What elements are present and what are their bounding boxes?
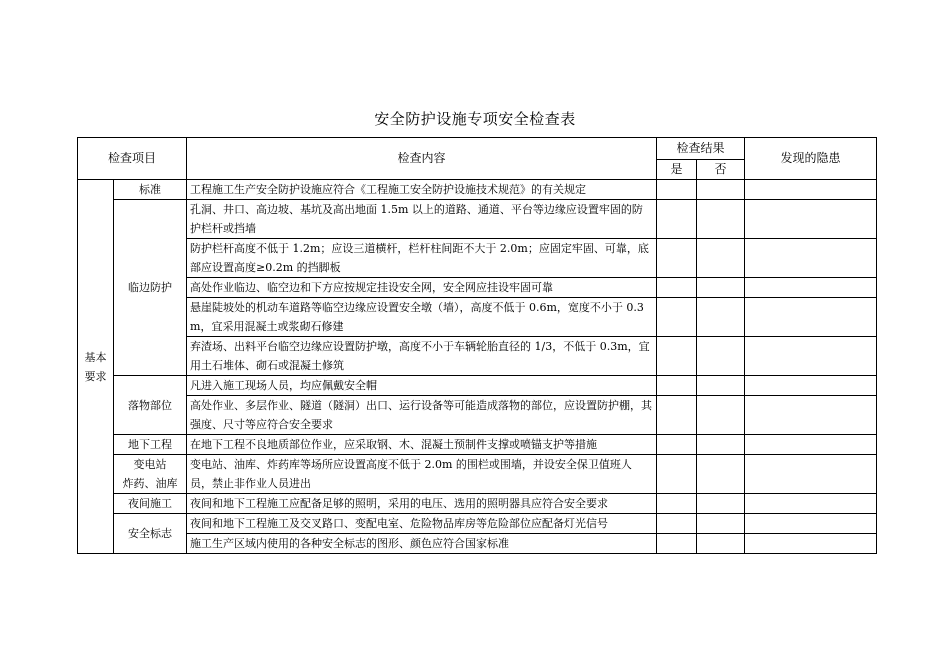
table-row [78, 376, 877, 396]
table-row [78, 455, 877, 494]
section-label-substation-line2: 炸药、油库 [122, 477, 178, 490]
table-row [78, 337, 877, 376]
check-content: 夜间和地下工程施工及交叉路口、变配电室、危险物品库房等危险部位应配备灯光信号 [187, 514, 657, 534]
yes-check-cell[interactable] [657, 376, 697, 396]
hazard-cell[interactable] [745, 435, 877, 455]
no-check-cell[interactable] [697, 534, 745, 554]
hazard-cell[interactable] [745, 200, 877, 239]
hazard-cell[interactable] [745, 396, 877, 435]
group-label-line1: 基本 [84, 350, 107, 364]
group-cell [78, 180, 114, 554]
section-label-underground: 地下工程 [114, 435, 187, 455]
yes-check-cell[interactable] [657, 337, 697, 376]
header-no: 否 [697, 160, 745, 180]
no-check-cell[interactable] [697, 455, 745, 494]
no-check-cell[interactable] [697, 396, 745, 435]
section-label-signs: 安全标志 [114, 514, 187, 554]
yes-check-cell[interactable] [657, 494, 697, 514]
yes-check-cell[interactable] [657, 435, 697, 455]
no-check-cell[interactable] [697, 337, 745, 376]
header-yes: 是 [657, 160, 697, 180]
check-content: 高处作业临边、临空边和下方应按规定挂设安全网，安全网应挂设牢固可靠 [187, 278, 657, 298]
yes-check-cell[interactable] [657, 455, 697, 494]
no-check-cell[interactable] [697, 200, 745, 239]
check-content: 弃渣场、出料平台临空边缘应设置防护墩，高度不小于车辆轮胎直径的 1/3，不低于 0.3m，宜用土石堆体、砌石或混凝土修筑 [187, 337, 657, 376]
check-content: 变电站、油库、炸药库等场所应设置高度不低于 2.0m 的围栏或围墙，并设安全保卫值班人员，禁止非作业人员进出 [187, 455, 657, 494]
yes-check-cell[interactable] [657, 278, 697, 298]
yes-check-cell[interactable] [657, 396, 697, 435]
no-check-cell[interactable] [697, 239, 745, 278]
hazard-cell[interactable] [745, 534, 877, 554]
no-check-cell[interactable] [697, 298, 745, 337]
page-title: 安全防护设施专项安全检查表 [374, 110, 576, 128]
header-content: 检查内容 [187, 138, 657, 180]
check-content: 夜间和地下工程施工应配备足够的照明，采用的电压、选用的照明器具应符合安全要求 [187, 494, 657, 514]
hazard-cell[interactable] [745, 239, 877, 278]
hazard-cell[interactable] [745, 180, 877, 200]
check-content: 施工生产区域内使用的各种安全标志的图形、颜色应符合国家标准 [187, 534, 657, 554]
yes-check-cell[interactable] [657, 200, 697, 239]
table-row [78, 239, 877, 278]
no-check-cell[interactable] [697, 376, 745, 396]
table-row [78, 494, 877, 514]
table-row [78, 298, 877, 337]
section-label-falling: 落物部位 [114, 376, 187, 435]
check-content: 在地下工程不良地质部位作业，应采取钢、木、混凝土预制件支撑或喷锚支护等措施 [187, 435, 657, 455]
check-content: 悬崖陡坡处的机动车道路等临空边缘应设置安全墩（墙），高度不低于 0.6m，宽度不小于 0.3m，宜采用混凝土或浆砌石修建 [187, 298, 657, 337]
header-row [78, 138, 877, 160]
check-content: 凡进入施工现场人员，均应佩戴安全帽 [187, 376, 657, 396]
no-check-cell[interactable] [697, 494, 745, 514]
header-hazard: 发现的隐患 [745, 138, 877, 180]
table-row [78, 396, 877, 435]
section-label-standard: 标准 [114, 180, 187, 200]
no-check-cell[interactable] [697, 278, 745, 298]
yes-check-cell[interactable] [657, 534, 697, 554]
section-label-night: 夜间施工 [114, 494, 187, 514]
table-row [78, 180, 877, 200]
no-check-cell[interactable] [697, 435, 745, 455]
inspection-table [77, 137, 877, 554]
hazard-cell[interactable] [745, 514, 877, 534]
yes-check-cell[interactable] [657, 514, 697, 534]
yes-check-cell[interactable] [657, 298, 697, 337]
yes-check-cell[interactable] [657, 239, 697, 278]
section-label-substation [114, 455, 187, 494]
no-check-cell[interactable] [697, 514, 745, 534]
table-row [78, 278, 877, 298]
check-content: 工程施工生产安全防护设施应符合《工程施工安全防护设施技术规范》的有关规定 [187, 180, 657, 200]
hazard-cell[interactable] [745, 278, 877, 298]
table-row [78, 200, 877, 239]
hazard-cell[interactable] [745, 298, 877, 337]
table-row [78, 534, 877, 554]
hazard-cell[interactable] [745, 376, 877, 396]
hazard-cell[interactable] [745, 455, 877, 494]
header-item: 检查项目 [78, 138, 187, 180]
check-content: 孔洞、井口、高边坡、基坑及高出地面 1.5m 以上的道路、通道、平台等边缘应设置牢固的防护栏杆或挡墙 [187, 200, 657, 239]
section-label-edge: 临边防护 [114, 200, 187, 376]
table-row [78, 435, 877, 455]
hazard-cell[interactable] [745, 494, 877, 514]
no-check-cell[interactable] [697, 180, 745, 200]
check-content: 防护栏杆高度不低于 1.2m；应设三道横杆，栏杆柱间距不大于 2.0m；应固定牢固、可靠，底部应设置高度≥0.2m 的挡脚板 [187, 239, 657, 278]
yes-check-cell[interactable] [657, 180, 697, 200]
hazard-cell[interactable] [745, 337, 877, 376]
group-label-line2: 要求 [84, 369, 107, 383]
table-row [78, 514, 877, 534]
section-label-substation-line1: 变电站 [133, 458, 167, 471]
header-result: 检查结果 [657, 138, 745, 160]
check-content: 高处作业、多层作业、隧道（隧洞）出口、运行设备等可能造成落物的部位，应设置防护棚，其强度、尺寸等应符合安全要求 [187, 396, 657, 435]
